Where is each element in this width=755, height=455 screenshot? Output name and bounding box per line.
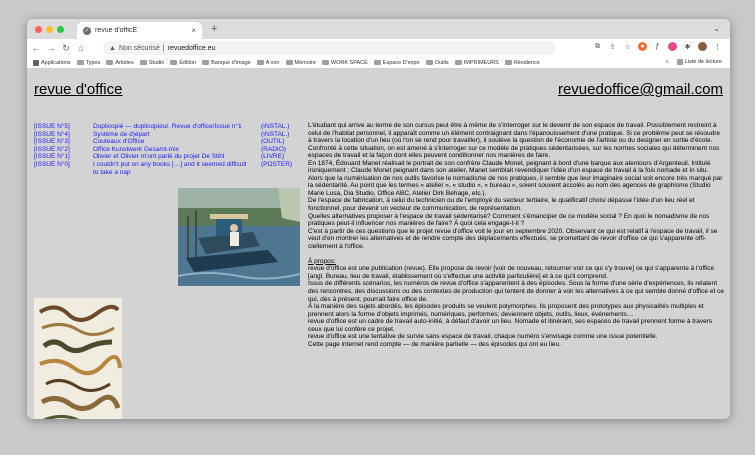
- folder-icon: [106, 60, 113, 65]
- bookmark-applications[interactable]: Applications: [33, 60, 71, 66]
- issue-type: (POSTER): [261, 160, 293, 168]
- active-tab[interactable]: [77, 22, 202, 39]
- extension-orange-icon[interactable]: ●: [638, 42, 647, 51]
- web-page: [27, 70, 730, 419]
- bookmarks-bar: [27, 57, 730, 69]
- tab-search-chevron-icon[interactable]: ⌄: [713, 24, 720, 33]
- issue-title[interactable]: Couteaux d'Office: [93, 138, 145, 146]
- profile-avatar[interactable]: [698, 42, 707, 51]
- browser-toolbar: [27, 39, 730, 57]
- issue-number: [ISSUE N°1]: [34, 153, 70, 161]
- address-bar[interactable]: ▲ Non sécurisé | revuedoffice.eu: [103, 41, 555, 55]
- bookmark-folder[interactable]: WORK SPACE: [322, 60, 368, 66]
- bookmark-folder[interactable]: Banque d'image: [202, 60, 251, 66]
- issue-number: [ISSUE N°3]: [34, 138, 70, 146]
- article-paragraph: Quelles alternatives proposer à l'espace de travail sédentarisé? Comment s'émanciper de ce modèle social ? En quoi le nomadisme de nos pratiques peut-il influencer nos manières de faire? À quoi cela engage-t-il ?: [308, 212, 710, 228]
- issue-title[interactable]: I couldn't put on any books […] and it seemed difficult to take a nap: [93, 160, 247, 176]
- issue-title[interactable]: Duplicopié — duplicopieur. Revue d'office/Issue n°1: [93, 123, 242, 130]
- folder-icon: [426, 60, 433, 65]
- site-title[interactable]: revue d'office: [34, 81, 123, 98]
- close-window-button[interactable]: [35, 26, 42, 33]
- article-paragraph: De l'espace de fabrication, à celui du technicien ou de l'employé du secteur tertiaire, le qualificatif choisi dépasse l'idée d'un lieu réel et fonctionnel, pour devenir un vecteur de communication, de représentation.: [308, 197, 695, 213]
- issue-type: (RADIO): [261, 145, 286, 153]
- manet-boat-painting-image: [178, 188, 300, 286]
- bookmark-folder[interactable]: Outils: [426, 60, 449, 66]
- apps-grid-icon: [33, 60, 39, 66]
- article-paragraph: Alors que la numérisation de nos outils favorise le nomadisme de nos pratiques, il semble que leur imaginaire social soit encore très marqué par la sédentarité. Au point que les termes « atelier », « studio », « bureau », soient souvent accolés au nom des agences de graphisme (Studio Marie Lusa, Dia Studio, Office ABC, Atelier Dirk Behage, etc.).: [308, 174, 723, 197]
- reload-icon[interactable]: ↻: [62, 42, 70, 53]
- issue-type: (OUTIL): [261, 138, 285, 146]
- issue-list: [34, 123, 299, 176]
- issue-type: (LIVRE): [261, 153, 285, 161]
- home-icon[interactable]: ⌂: [78, 43, 84, 53]
- forward-arrow-icon[interactable]: →: [46, 43, 56, 53]
- about-heading: À propos:: [308, 257, 336, 265]
- security-label: Non sécurisé: [118, 44, 160, 52]
- address-url: revuedoffice.eu: [167, 44, 216, 52]
- about-paragraph: revue d'office est un cadre de travail auto-initié, à défaut d'avoir un lieu. Nomade et itinérant, ses espaces de travail prennent forme à travers ceux que lui confère ce projet.: [308, 318, 713, 333]
- browser-window: [27, 19, 730, 419]
- issue-title[interactable]: Olivier et Olivier m'ont parlé du projet De Stihl: [93, 153, 225, 161]
- folder-icon: [77, 60, 84, 65]
- issue-number: [ISSUE N°5]: [34, 123, 70, 130]
- issue-number: [ISSUE N°2]: [34, 145, 70, 153]
- tab-title: revue d'officE: [95, 27, 138, 34]
- reading-list[interactable]: Liste de lecture: [677, 59, 722, 65]
- issue-row[interactable]: [34, 161, 299, 176]
- bookmark-folder[interactable]: Résidence: [505, 60, 540, 66]
- folder-icon: [322, 60, 329, 65]
- bookmark-folder[interactable]: Espace D'expo: [374, 60, 420, 66]
- close-tab-icon[interactable]: ×: [191, 26, 196, 35]
- article-paragraph: En 1874, Édouard Manet réalisait le portrait de son confrère Claude Monet, peignant à bord d'une barque aux alentours d'Argenteuil. Intitulé ironiquement ; Claude Monet peignant dans son atelier, Manet semblait revendiquer l'idée d'un espace de travail à la fois nomade et in situ.: [308, 159, 711, 175]
- bookmark-folder[interactable]: Mémoire: [286, 60, 316, 66]
- issue-row[interactable]: [34, 138, 299, 146]
- contact-email-link[interactable]: revuedoffice@gmail.com: [557, 81, 723, 98]
- browser-menu-icon[interactable]: ⋮: [714, 43, 721, 51]
- issue-type: (INSTAL.): [261, 130, 290, 138]
- issue-title[interactable]: Office Kunstwerk Gesamt-mix: [93, 145, 179, 153]
- bookmark-folder[interactable]: Édition: [170, 60, 196, 66]
- reading-list-icon: [677, 59, 683, 65]
- minimize-window-button[interactable]: [46, 26, 53, 33]
- back-arrow-icon[interactable]: ←: [31, 43, 41, 53]
- issue-title[interactable]: Système de d)épart: [93, 130, 150, 138]
- issue-type: (INSTAL.): [261, 123, 290, 130]
- bookmark-folder[interactable]: A voir: [257, 60, 280, 66]
- extension-color-icon[interactable]: [668, 42, 677, 51]
- folder-icon: [257, 60, 264, 65]
- tab-strip: [27, 19, 730, 39]
- maximize-window-button[interactable]: [57, 26, 64, 33]
- issue-number: [ISSUE N°4]: [34, 130, 70, 138]
- bookmark-folder[interactable]: Typos: [77, 60, 101, 66]
- bookmark-star-icon[interactable]: ☆: [624, 43, 631, 51]
- bookmark-folder[interactable]: IMPRIMEURS: [455, 60, 499, 66]
- site-favicon-icon: ✓: [84, 28, 90, 34]
- folder-icon: [140, 60, 147, 65]
- snakes-illustration-image: [34, 298, 122, 419]
- article-paragraph: C'est à partir de ces questions que le projet revue d'office voit le jour en septembre 2020. Observant ce qui est relatif à l'espace de travail, il se veut d'en montrer les alternatives et de rendre compte des déplacements effectués, se promettant de revoir d'office ce qui s'apparente offi-ciellement à l'office.: [308, 227, 718, 250]
- bookmark-folder[interactable]: Artistes: [106, 60, 133, 66]
- issue-number: [ISSUE N°0]: [34, 160, 70, 168]
- about-paragraph: revue d'office est une publication (revue). Elle propose de revoir [voir de nouveau, retourner voir ce qui s'y trouve] ce qui s'apparente à l'office [angl. Bureau, lieu de travail, établissement où s'effectue une activité particulière] et à ce qu'il comprend.: [308, 265, 715, 280]
- folder-icon: [286, 60, 293, 65]
- more-bookmarks-icon[interactable]: »: [665, 59, 669, 65]
- warning-icon: ▲: [109, 44, 116, 52]
- folder-icon: [170, 60, 177, 65]
- extension-formula-icon[interactable]: ƒ: [655, 43, 660, 50]
- about-paragraph: À la manière des sujets abordés, les épisodes produits se veulent polymorphes. Ils proposent des prototypes aux physicalités multiples et prennent alors la forme d'objets imprimés, numériques, performés; deviennent objets, outils, lieux, événements…: [308, 303, 704, 318]
- about-paragraph: revue d'office est une tentative de survie sans espace de travail, chaque numéro s'envisage comme une issue potentielle.: [308, 333, 658, 341]
- about-paragraph: Cette page internet rend compte — de manière partielle — des épisodes qui ont eu lieu.: [308, 340, 561, 348]
- share-icon[interactable]: ⇪: [609, 43, 616, 51]
- issue-row[interactable]: [34, 123, 299, 131]
- folder-icon: [505, 60, 512, 65]
- bookmark-folder[interactable]: Studio: [140, 60, 165, 66]
- extensions-puzzle-icon[interactable]: ✱: [684, 43, 691, 51]
- folder-icon: [455, 60, 462, 65]
- issue-row[interactable]: [34, 146, 299, 154]
- issue-row[interactable]: [34, 153, 299, 161]
- toolbar-extensions: [593, 42, 722, 51]
- new-tab-icon[interactable]: +: [211, 23, 218, 35]
- issue-row[interactable]: [34, 131, 299, 139]
- about-paragraph: Issus de différents scénarios, les numéros de revue d'office s'apparentent à des épisodes. Sous la forme d'une série d'expériences, ils relatent des rencontres, des discussions ou des contextes de production qui tentent de donner à voir les alternatives à ce qui semble donné d'office et ce qui, dès à présent, pourrait faire office de.: [308, 280, 724, 303]
- folder-icon: [202, 60, 209, 65]
- translate-icon[interactable]: ⧉: [595, 42, 600, 50]
- folder-icon: [374, 60, 381, 65]
- article-paragraph: L'étudiant qui arrive au terme de son cursus peut être à même de s'interroger sur le devenir de son espace de travail. Possiblement restreint à celui de l'habitat personnel, il apparaît comme un élément contraignant dans l'épanouissement d'une pratique. Si ce problème peut se résoudre à travers la location d'un lieu (où l'on se rend pour travailler), il soulève la question de l'économie de l'artiste ou du designer en sortie d'école. Confronté à cette situation, on est amené à s'interroger sur ce modèle de pratiques sédentarisées, sur les normes sociales qui déterminent nos espaces de travail et la façon dont elles peuvent conditionner nos manières de faire.: [308, 122, 721, 160]
- article-text: [308, 122, 724, 348]
